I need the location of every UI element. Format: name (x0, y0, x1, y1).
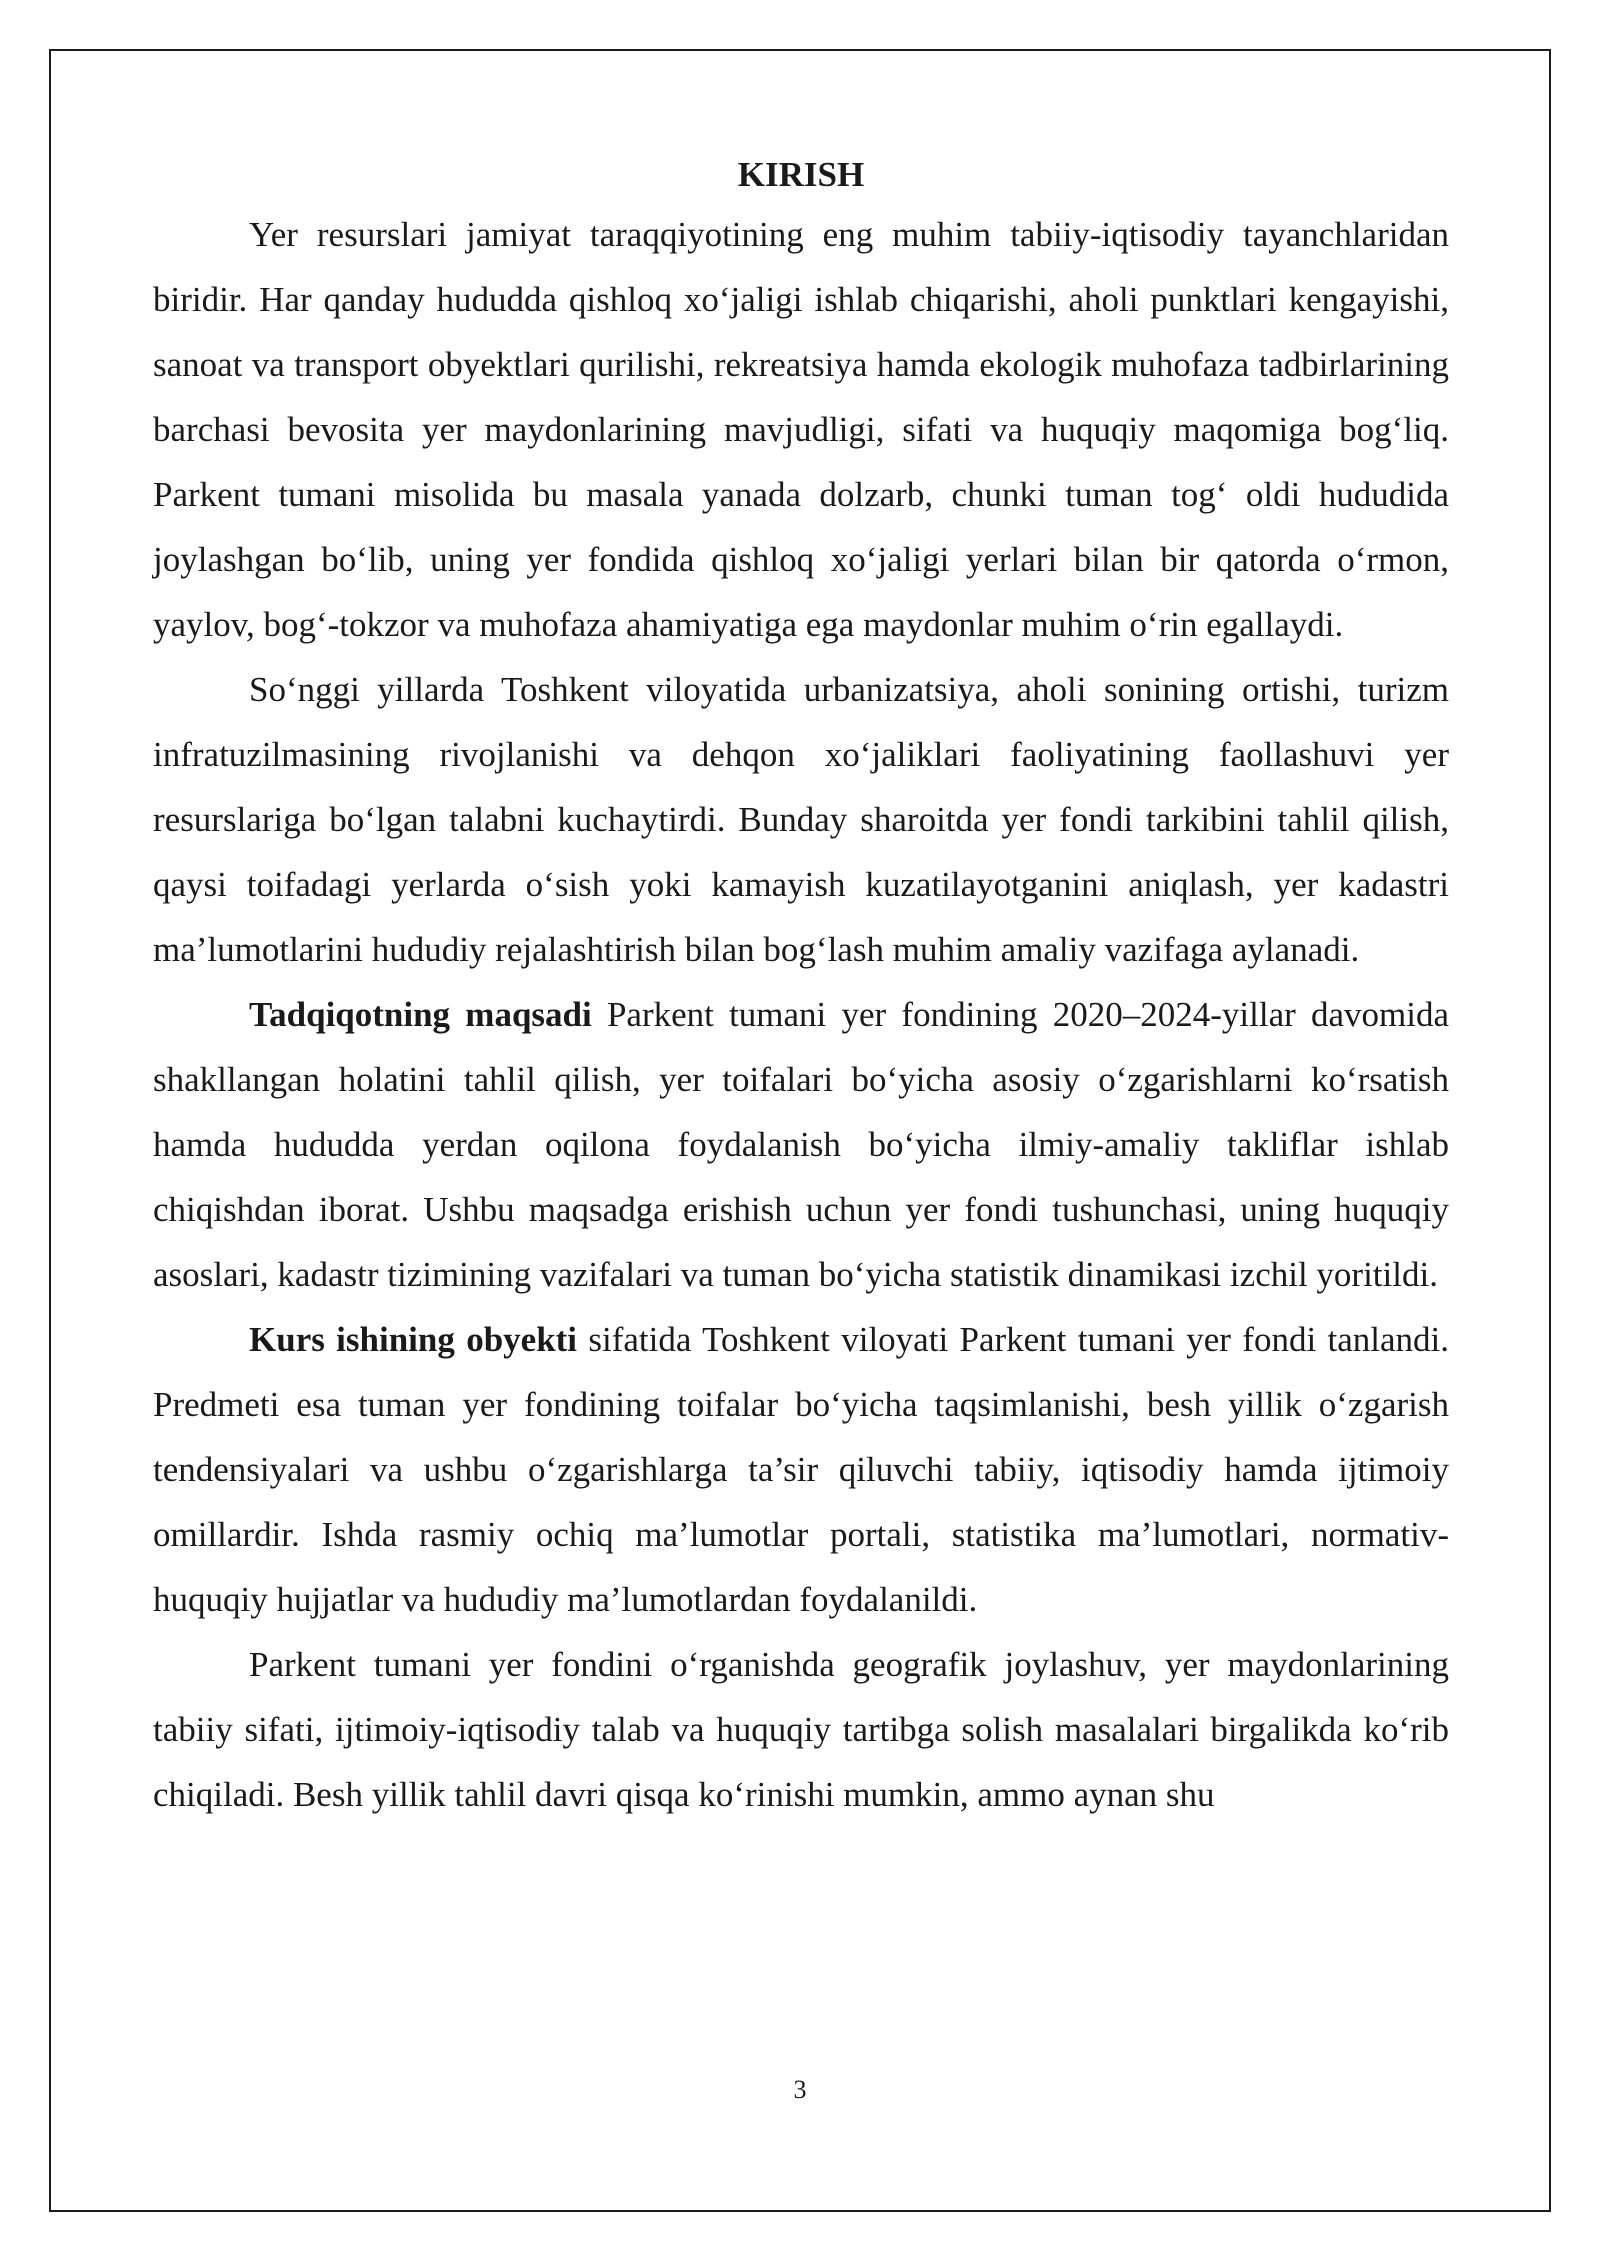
paragraph-3-lead: Tadqiqotning maqsadi (249, 995, 592, 1034)
paragraph-4-text: sifatida Toshkent viloyati Parkent tumani yer fondi tanlandi. Predmeti esa tuman yer fondining toifalar bo‘yicha taqsimlanishi, besh yillik o‘zgarish tendensiyalari va ushbu o‘zgarishlarga ta’sir qiluvchi tabiiy, iqtisodiy hamda ijtimoiy omillardir. Ishda rasmiy ochiq ma’lumotlar portali, statistika ma’lumotlari, normativ-huquqiy hujjatlar va hududiy ma’lumotlardan foydalanildi. (153, 1320, 1449, 1619)
paragraph-3 (153, 982, 1449, 1307)
section-heading: KIRISH (737, 155, 865, 194)
paragraph-2: So‘nggi yillarda Toshkent viloyatida urbanizatsiya, aholi sonining ortishi, turizm infratuzilmasining rivojlanishi va dehqon xo‘jaliklari faoliyatining faollashuvi yer resurslariga bo‘lgan talabni kuchaytirdi. Bunday sharoitda yer fondi tarkibini tahlil qilish, qaysi toifadagi yerlarda o‘sish yoki kamayish kuzatilayotganini aniqlash, yer kadastri ma’lumotlarini hududiy rejalashtirish bilan bog‘lash muhim amaliy vazifaga aylanadi. (153, 670, 1449, 969)
paragraph-1: Yer resurslari jamiyat taraqqiyotining eng muhim tabiiy-iqtisodiy tayanchlaridan biridir. Har qanday hududda qishloq xo‘jaligi ishlab chiqarishi, aholi punktlari kengayishi, sanoat va transport obyektlari qurilishi, rekreatsiya hamda ekologik muhofaza tadbirlarining barchasi bevosita yer maydonlarining mavjudligi, sifati va huquqiy maqomiga bog‘liq. Parkent tumani misolida bu masala yanada dolzarb, chunki tuman tog‘ oldi hududida joylashgan bo‘lib, uning yer fondida qishloq xo‘jaligi yerlari bilan bir qatorda o‘rmon, yaylov, bog‘-tokzor va muhofaza ahamiyatiga ega maydonlar muhim o‘rin egallaydi. (153, 215, 1449, 644)
paragraph-3-text: Parkent tumani yer fondining 2020–2024-yillar davomida shakllangan holatini tahlil qilish, yer toifalari bo‘yicha asosiy o‘zgarishlarni ko‘rsatish hamda hududda yerdan oqilona foydalanish bo‘yicha ilmiy-amaliy takliflar ishlab chiqishdan iborat. Ushbu maqsadga erishish uchun yer fondi tushunchasi, uning huquqiy asoslari, kadastr tizimining vazifalari va tuman bo‘yicha statistik dinamikasi izchil yoritildi. (153, 995, 1449, 1294)
paragraph-4-lead: Kurs ishining obyekti (249, 1320, 578, 1359)
paragraph-5: Parkent tumani yer fondini o‘rganishda geografik joylashuv, yer maydonlarining tabiiy sifati, ijtimoiy-iqtisodiy talab va huquqiy tartibga solish masalalari birgalikda ko‘rib chiqiladi. Besh yillik tahlil davri qisqa ko‘rinishi mumkin, ammo aynan shu (153, 1645, 1449, 1814)
page-number: 3 (793, 2075, 807, 2104)
paragraph-4 (153, 1307, 1449, 1632)
document-body (153, 148, 1449, 1827)
